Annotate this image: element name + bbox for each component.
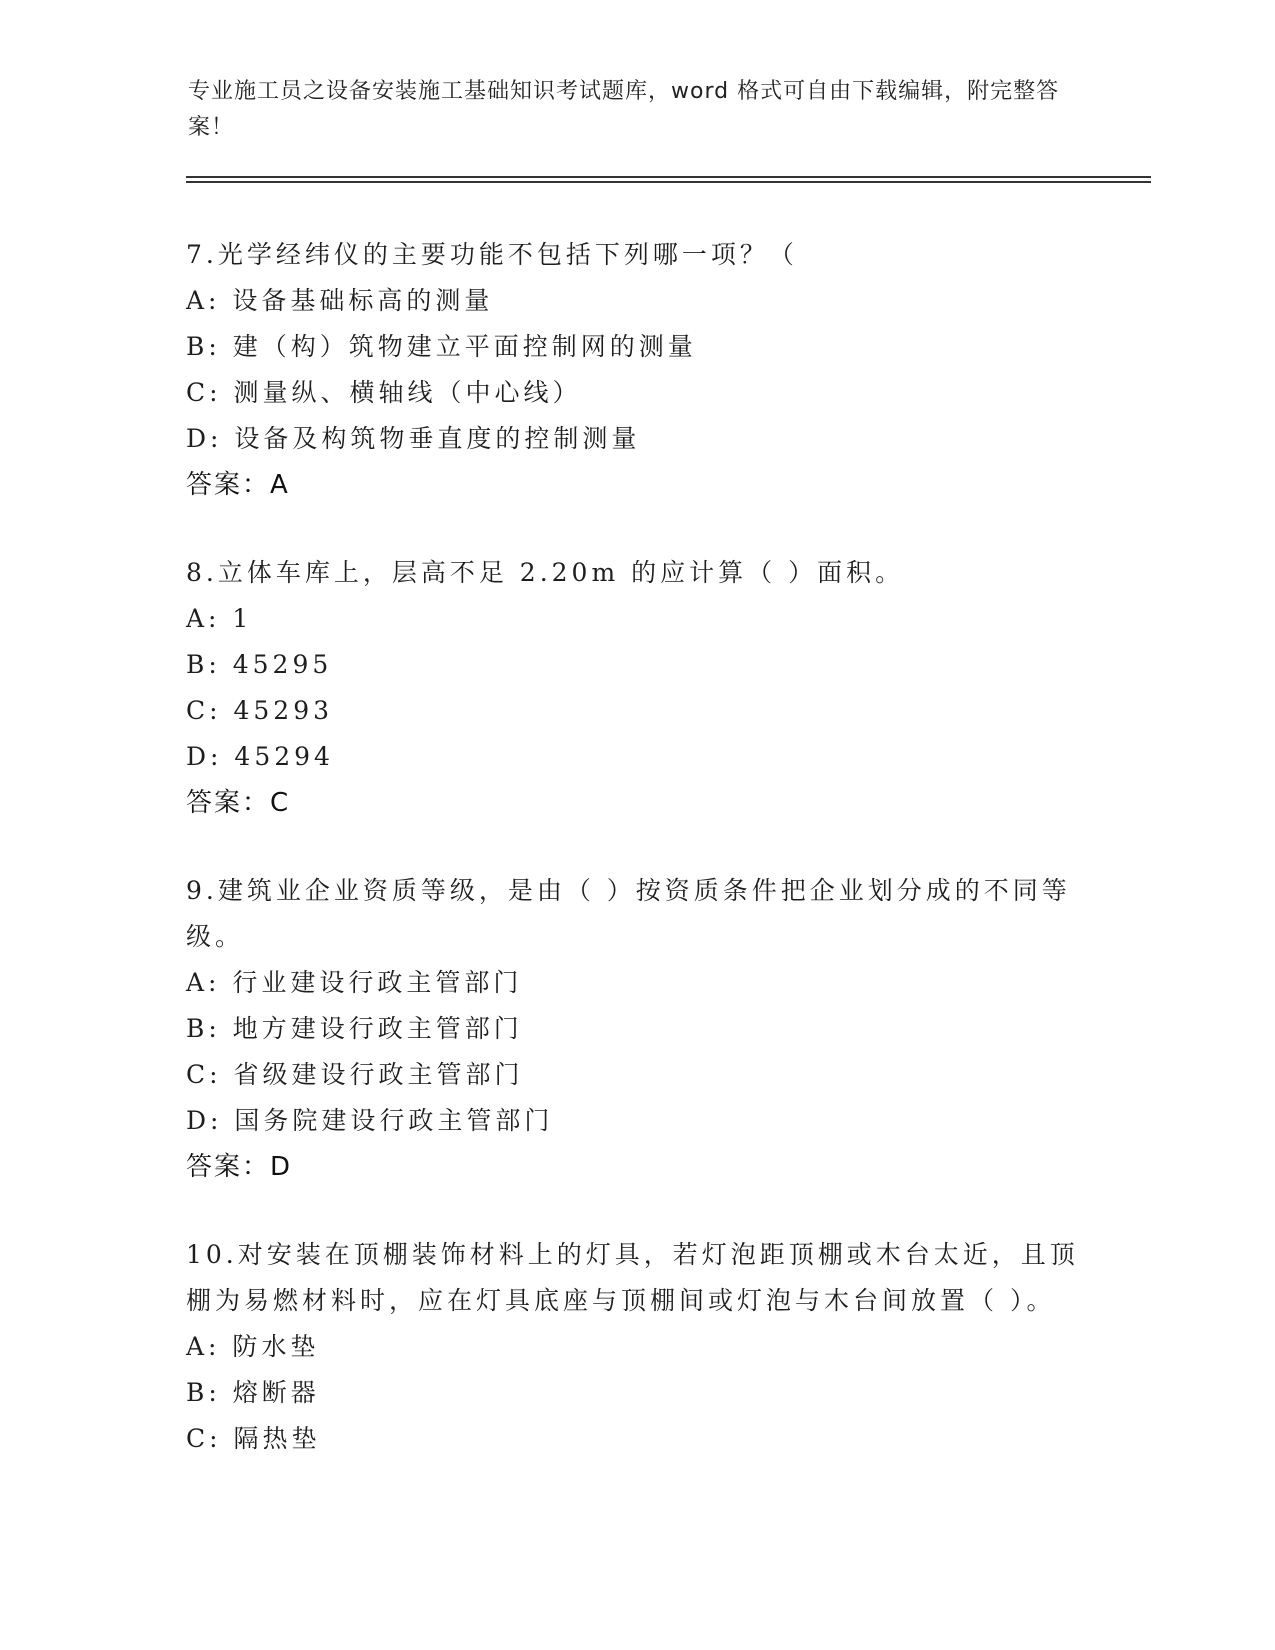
option-d: D: 国务院建设行政主管部门 bbox=[186, 1106, 554, 1135]
question-7 bbox=[186, 232, 1086, 508]
option-d: D: 45294 bbox=[186, 742, 334, 771]
answer-line: 答案：C bbox=[186, 788, 291, 818]
option-c: C: 45293 bbox=[186, 696, 334, 725]
option-a: A: 行业建设行政主管部门 bbox=[186, 968, 523, 997]
option-c: C: 省级建设行政主管部门 bbox=[186, 1060, 524, 1089]
question-8 bbox=[186, 550, 1086, 826]
document-header: 专业施工员之设备安装施工基础知识考试题库，word 格式可自由下载编辑，附完整答案！ bbox=[188, 79, 1060, 140]
option-a: A: 1 bbox=[186, 604, 253, 633]
question-9 bbox=[186, 868, 1086, 1190]
option-b: B: 45295 bbox=[186, 650, 333, 679]
option-a: A: 设备基础标高的测量 bbox=[186, 286, 494, 315]
option-b: B: 熔断器 bbox=[186, 1378, 320, 1407]
option-b: B: 建（构）筑物建立平面控制网的测量 bbox=[186, 332, 697, 361]
option-d: D: 设备及构筑物垂直度的控制测量 bbox=[186, 424, 641, 453]
option-c: C: 隔热垫 bbox=[186, 1424, 321, 1453]
answer-line: 答案：A bbox=[186, 470, 290, 500]
question-stem: 8.立体车库上，层高不足 2.20m 的应计算（ ）面积。 bbox=[186, 558, 905, 587]
question-stem: 7.光学经纬仪的主要功能不包括下列哪一项？（ bbox=[186, 240, 798, 269]
question-stem: 9.建筑业企业资质等级，是由（ ）按资质条件把企业划分成的不同等级。 bbox=[186, 876, 1071, 951]
option-c: C: 测量纵、横轴线（中心线） bbox=[186, 378, 582, 407]
option-a: A: 防水垫 bbox=[186, 1332, 320, 1361]
header-divider-top bbox=[186, 176, 1151, 178]
option-b: B: 地方建设行政主管部门 bbox=[186, 1014, 523, 1043]
question-10 bbox=[186, 1232, 1086, 1462]
header-divider-bottom bbox=[186, 181, 1151, 183]
answer-line: 答案：D bbox=[186, 1152, 293, 1182]
question-stem: 10.对安装在顶棚装饰材料上的灯具，若灯泡距顶棚或木台太近，且顶棚为易燃材料时，应在灯具底座与顶棚间或灯泡与木台间放置（ ）。 bbox=[186, 1240, 1079, 1315]
